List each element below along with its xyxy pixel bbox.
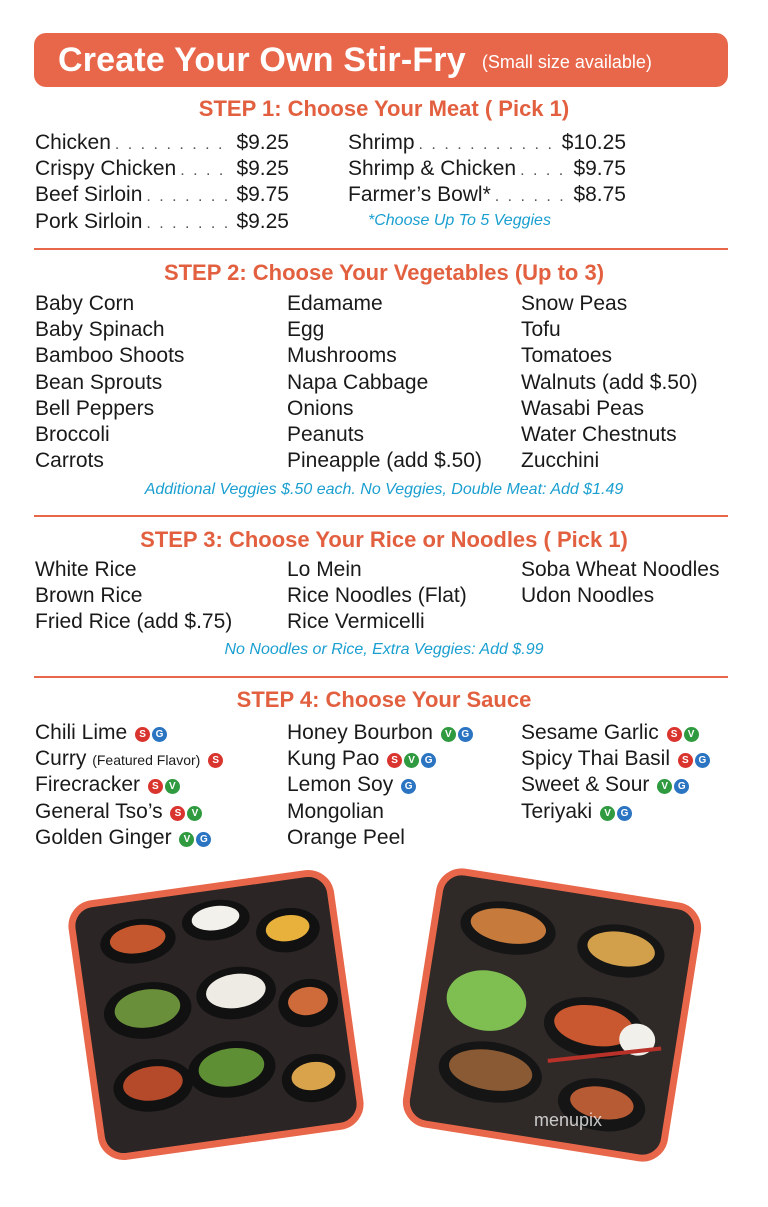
vegetable-item: Water Chestnuts <box>521 422 677 446</box>
vegetable-item: Wasabi Peas <box>521 396 644 420</box>
sauce-name: Spicy Thai Basil <box>521 747 671 771</box>
sauce-item <box>521 720 710 746</box>
sauce-item <box>35 772 223 798</box>
vegetable-item: Tofu <box>521 318 561 342</box>
meat-name: Pork Sirloin <box>35 209 143 233</box>
sauce-item <box>287 799 473 825</box>
sauce-name: Honey Bourbon <box>287 721 433 744</box>
sauce-name: Chili Lime <box>35 721 128 744</box>
sauce-item <box>35 746 223 772</box>
vegan-badge-icon: V <box>441 727 456 742</box>
sauce-item <box>35 825 223 851</box>
leader-dots <box>115 132 233 158</box>
menu-item-row <box>35 130 289 156</box>
vegan-badge-icon: V <box>404 753 419 768</box>
sauce-column-3 <box>521 720 710 825</box>
meat-name: Chicken <box>35 131 111 154</box>
sauce-item <box>35 720 223 746</box>
vegetable-item: Bell Peppers <box>35 396 155 420</box>
meat-name: Crispy Chicken <box>35 157 177 181</box>
sauce-item <box>287 720 473 746</box>
vegetable-item: Bamboo Shoots <box>35 344 185 368</box>
meat-name: Beef Sirloin <box>35 183 143 207</box>
sauce-column-1 <box>35 720 223 851</box>
vegetable-item: Baby Corn <box>35 292 135 315</box>
veggie-column-2 <box>287 291 482 474</box>
vegan-badge-icon: V <box>684 727 699 742</box>
step1-title: STEP 1: Choose Your Meat ( Pick 1) <box>198 96 570 121</box>
sauce-name: Golden Ginger <box>35 825 172 849</box>
meat-price: $9.75 <box>236 183 289 207</box>
sauce-name: Mongolian <box>287 799 384 823</box>
spicy-badge-icon: S <box>667 727 682 742</box>
noodle-note: No Noodles or Rice, Extra Veggies: Add $.99 <box>224 641 544 658</box>
sauce-name: General Tso’s <box>35 799 163 823</box>
veggie-note: Additional Veggies $.50 each. No Veggies, Double Meat: Add $1.49 <box>144 481 624 498</box>
divider <box>34 676 728 678</box>
gluten-free-badge-icon: G <box>458 727 473 742</box>
vegetable-item: Bean Sprouts <box>35 370 163 394</box>
vegetable-item: Onions <box>287 396 354 420</box>
sauce-item <box>35 799 223 825</box>
spicy-badge-icon: S <box>170 806 185 821</box>
meat-list-right <box>348 130 626 209</box>
vegetable-item: Snow Peas <box>521 292 628 315</box>
sauce-name: Teriyaki <box>521 799 593 823</box>
sauce-name: Firecracker <box>35 773 141 797</box>
meat-price: $9.25 <box>236 157 289 181</box>
vegetable-item: Egg <box>287 318 325 342</box>
meat-price: $10.25 <box>561 131 626 154</box>
vegetable-item: Napa Cabbage <box>287 370 429 394</box>
vegetable-item: Edamame <box>287 292 383 315</box>
food-bowls-image <box>73 875 359 1156</box>
sauce-note: (Featured Flavor) <box>92 752 201 769</box>
menu-subtitle: (Small size available) <box>481 51 652 72</box>
vegetable-item: Pineapple (add $.50) <box>287 449 482 473</box>
sauce-name: Kung Pao <box>287 747 380 771</box>
rice-noodle-item: Udon Noodles <box>521 584 655 608</box>
vegetable-item: Zucchini <box>521 449 600 473</box>
meat-name: Shrimp & Chicken <box>348 157 517 181</box>
sauce-item <box>521 772 710 798</box>
step4-title: STEP 4: Choose Your Sauce <box>236 687 532 712</box>
leader-dots <box>495 184 570 210</box>
gluten-free-badge-icon: G <box>401 779 416 794</box>
rice-column-3 <box>521 557 719 609</box>
sauce-name: Curry <box>35 747 87 771</box>
step3-title: STEP 3: Choose Your Rice or Noodles ( Pick 1) <box>140 527 628 552</box>
vegan-badge-icon: V <box>600 806 615 821</box>
gluten-free-badge-icon: G <box>196 832 211 847</box>
spicy-badge-icon: S <box>148 779 163 794</box>
divider <box>34 515 728 517</box>
gluten-free-badge-icon: G <box>674 779 689 794</box>
gluten-free-badge-icon: G <box>421 753 436 768</box>
spicy-badge-icon: S <box>135 727 150 742</box>
menu-item-row <box>35 182 289 208</box>
leader-dots <box>146 184 232 210</box>
vegetable-item: Broccoli <box>35 422 110 446</box>
menu-title: Create Your Own Stir-Fry <box>58 40 466 79</box>
sauce-name: Sweet & Sour <box>521 773 650 797</box>
rice-column-1 <box>35 557 232 636</box>
rice-column-2 <box>287 557 467 636</box>
gluten-free-badge-icon: G <box>695 753 710 768</box>
divider <box>34 248 728 250</box>
sauce-item <box>287 825 473 851</box>
vegetable-item: Carrots <box>35 449 104 473</box>
leader-dots <box>520 158 569 184</box>
watermark-text: menupix <box>534 1110 603 1130</box>
meat-name: Shrimp <box>348 131 415 154</box>
vegetable-item: Peanuts <box>287 422 365 446</box>
rice-noodle-item: Soba Wheat Noodles <box>521 558 720 581</box>
food-photo-bowls-left <box>65 867 367 1164</box>
vegetable-item: Mushrooms <box>287 344 397 368</box>
meat-price: $9.75 <box>573 157 626 181</box>
gluten-free-badge-icon: G <box>152 727 167 742</box>
leader-dots <box>146 211 232 237</box>
sauce-item <box>521 746 710 772</box>
sauce-name: Lemon Soy <box>287 773 394 797</box>
veggie-column-3 <box>521 291 698 474</box>
vegetable-item: Tomatoes <box>521 344 613 368</box>
rice-noodle-item: Fried Rice (add $.75) <box>35 610 233 634</box>
vegetable-item: Walnuts (add $.50) <box>521 370 698 394</box>
sauce-item <box>287 746 473 772</box>
vegan-badge-icon: V <box>187 806 202 821</box>
rice-noodle-item: Brown Rice <box>35 584 143 608</box>
menu-item-row <box>348 156 626 182</box>
spicy-badge-icon: S <box>387 753 402 768</box>
vegan-badge-icon: V <box>657 779 672 794</box>
veggie-column-1 <box>35 291 184 474</box>
leader-dots <box>419 132 558 158</box>
menu-header-banner <box>34 33 728 87</box>
rice-noodle-item: Rice Noodles (Flat) <box>287 584 467 608</box>
meat-price: $9.25 <box>236 131 289 154</box>
spicy-badge-icon: S <box>678 753 693 768</box>
vegan-badge-icon: V <box>165 779 180 794</box>
vegan-badge-icon: V <box>179 832 194 847</box>
menu-item-row <box>35 209 289 235</box>
rice-noodle-item: White Rice <box>35 558 137 581</box>
meat-price: $8.75 <box>573 183 626 207</box>
sauce-name: Sesame Garlic <box>521 721 659 744</box>
meat-list-left <box>35 130 289 235</box>
rice-noodle-item: Lo Mein <box>287 558 362 581</box>
vegetable-item: Baby Spinach <box>35 318 165 342</box>
spicy-badge-icon: S <box>208 753 223 768</box>
meat-name: Farmer’s Bowl* <box>348 183 491 207</box>
sauce-item <box>521 799 710 825</box>
step2-title: STEP 2: Choose Your Vegetables (Up to 3) <box>163 260 605 285</box>
sauce-name: Orange Peel <box>287 825 405 849</box>
rice-noodle-item: Rice Vermicelli <box>287 610 425 634</box>
menu-item-row <box>348 182 626 208</box>
gluten-free-badge-icon: G <box>617 806 632 821</box>
sauce-item <box>287 772 473 798</box>
farmers-bowl-note: *Choose Up To 5 Veggies <box>368 212 551 229</box>
menu-item-row <box>348 130 626 156</box>
sauce-column-2 <box>287 720 473 851</box>
menu-item-row <box>35 156 289 182</box>
meat-price: $9.25 <box>236 209 289 233</box>
leader-dots <box>180 158 232 184</box>
